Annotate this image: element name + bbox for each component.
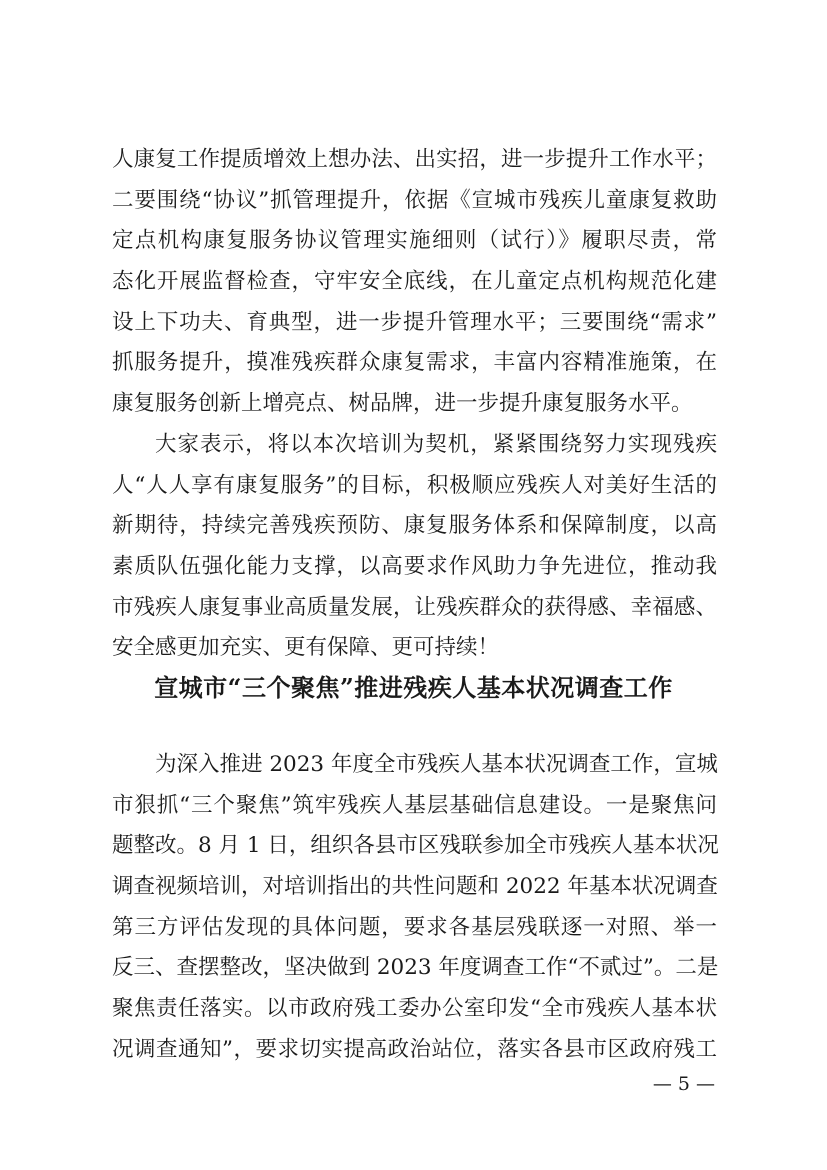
text-line: 第三方评估发现的具体问题，要求各基层残联逐一对照、举一 xyxy=(112,914,717,940)
paragraph-continuation xyxy=(112,140,717,425)
text-line: 人“人人享有康复服务”的目标，积极顺应残疾人对美好生活的 xyxy=(112,472,717,498)
text-line: 大家表示，将以本次培训为契机，紧紧围绕努力实现残疾 xyxy=(155,432,717,457)
text-line: 题整改。8 月 1 日，组织各县市区残联参加全市残疾人基本状况 xyxy=(112,833,719,859)
text-line: 态化开展监督检查，守牢安全底线，在儿童定点机构规范化建 xyxy=(112,269,717,295)
text-line: 安全感更加充实、更有保障、更可持续！ xyxy=(112,635,500,661)
page-number: — 5 — xyxy=(652,1073,715,1095)
text-line: 市残疾人康复事业高质量发展，让残疾群众的获得感、幸福感、 xyxy=(112,594,717,620)
text-line: 设上下功夫、育典型，进一步提升管理水平；三要围绕“需求” xyxy=(112,309,717,335)
text-line: 聚焦责任落实。以市政府残工委办公室印发“全市残疾人基本状 xyxy=(112,996,717,1022)
paragraph-conclusion xyxy=(112,425,717,669)
text-line: 定点机构康复服务协议管理实施细则（试行）》履职尽责，常 xyxy=(112,228,717,254)
article-title: 宣城市“三个聚焦”推进残疾人基本状况调查工作 xyxy=(154,673,673,702)
paragraph-article-body xyxy=(112,745,717,1071)
text-line: 抓服务提升，摸准残疾群众康复需求，丰富内容精准施策，在 xyxy=(112,350,717,376)
text-line: 康复服务创新上增亮点、树品牌，进一步提升康复服务水平。 xyxy=(112,391,693,417)
text-line: 市狠抓“三个聚焦”筑牢残疾人基层基础信息建设。一是聚焦问 xyxy=(112,792,717,818)
text-line: 况调查通知”，要求切实提高政治站位，落实各县市区政府残工 xyxy=(112,1036,717,1062)
text-line: 为深入推进 2023 年度全市残疾人基本状况调查工作，宣城 xyxy=(155,752,718,777)
text-line: 人康复工作提质增效上想办法、出实招，进一步提升工作水平； xyxy=(112,147,717,172)
text-line: 新期待，持续完善残疾预防、康复服务体系和保障制度，以高 xyxy=(112,513,717,539)
text-line: 二要围绕“协议”抓管理提升，依据《宣城市残疾儿童康复救助 xyxy=(112,187,717,213)
text-line: 调查视频培训，对培训指出的共性问题和 2022 年基本状况调查 xyxy=(112,874,718,900)
text-line: 素质队伍强化能力支撑，以高要求作风助力争先进位，推动我 xyxy=(112,554,717,580)
text-line: 反三、查摆整改，坚决做到 2023 年度调查工作“不贰过”。二是 xyxy=(112,955,719,981)
